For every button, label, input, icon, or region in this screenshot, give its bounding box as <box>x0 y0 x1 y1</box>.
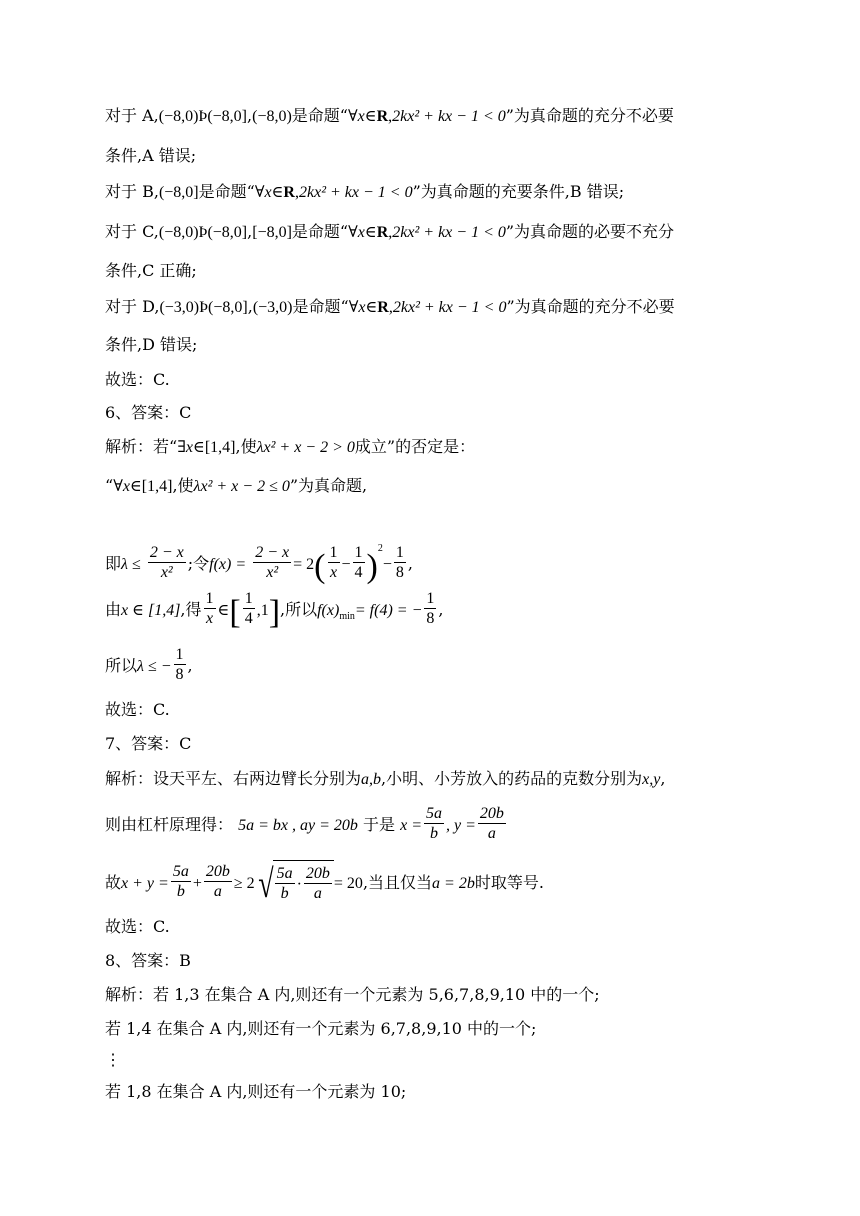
item-b-line: 对于 B,(−8,0]是命题“∀x∈R,2kx² + kx − 1 < 0”为真命题的充要条件,B 错误; <box>105 182 625 201</box>
item-a-inequality: 2kx² + kx − 1 < 0 <box>392 108 506 125</box>
q6-step2: 由x ∈ [1,4],得 $\frac{1}{x}$ ∈[ $\frac{1}{4}$ ,1],所以$f(x)_{min}= f(4)$ = − $\frac{1}{8}$ , <box>105 590 444 631</box>
q6-step1: 即λ ≤ $\frac{2 - x}{\text{x²}}$ ;令f(x) = $\frac{2 - x}{\text{x²}}$ = 2( $\frac{1}{x}$ − $\frac{1}{4}$ )$^2$− $\frac{1}{8}$ , <box>105 543 413 585</box>
item-a-prop-post: ”为真命题的充分不必要 <box>505 106 674 125</box>
q6-step3: 所以λ ≤ − $\frac{1}{8}$ , <box>105 646 193 683</box>
item-a-prop-pre: 是命题“ <box>291 106 348 125</box>
q7-lever: 则由杠杆原理得： 5a = bx , ay = 20b 于是 x = $\frac{5a}{b}$ , y = $\frac{20b}{a}$ <box>105 805 504 842</box>
item-a-line: 对于 A,(−8,0)Þ(−8,0],(−8,0)是命题“∀x∈R,2kx² + kx − 1 < 0”为真命题的充分不必要 <box>105 106 674 125</box>
item-c-line: 对于 C,(−8,0)Þ(−8,0],[−8,0]是命题“∀x∈R,2kx² + kx − 1 < 0”为真命题的必要不充分 <box>105 222 675 241</box>
q8-line1: 解析：若 1,3 在集合 A 内,则还有一个元素为 5,6,7,8,9,10 中的一个; <box>105 985 600 1004</box>
q6-negation: “∀x∈[1,4],使λx² + x − 2 ≤ 0”为真命题, <box>105 476 368 495</box>
item-a-set-closed: (−8,0] <box>207 108 248 125</box>
item-a-cont: 条件,A 错误; <box>105 146 197 165</box>
q6-choice: 故选：C. <box>105 700 170 719</box>
item-a-set-open-2: (−8,0) <box>252 108 292 125</box>
q7-answer: 7、答案：C <box>105 734 192 753</box>
item-a-set-open: (−8,0) <box>158 108 199 125</box>
q8-line2: 若 1,4 在集合 A 内,则还有一个元素为 6,7,8,9,10 中的一个; <box>105 1019 537 1038</box>
item-a-relation: Þ <box>198 108 208 125</box>
item-a-prefix: 对于 A, <box>105 106 159 125</box>
q8-vdots: ⋮ <box>105 1050 121 1069</box>
q7-sum: 故x + y = $\frac{5a}{b}$ + $\frac{20b}{a}$ ≥ 2√ $\frac{5a}{b}$ · $\frac{20b}{a}$ = 20,当且仅当a = 2b时取等号. <box>105 860 544 906</box>
q8-answer: 8、答案：B <box>105 951 191 970</box>
item-b-set: (−8,0] <box>158 184 199 201</box>
item-c-cont: 条件,C 正确; <box>105 261 197 280</box>
item-d-line: 对于 D,(−3,0)Þ(−8,0],(−3,0)是命题“∀x∈R,2kx² + kx − 1 < 0”为真命题的充分不必要 <box>105 297 675 316</box>
choice-5: 故选：C. <box>105 370 170 389</box>
q8-line3: 若 1,8 在集合 A 内,则还有一个元素为 10; <box>105 1082 407 1101</box>
q7-analysis: 解析：设天平左、右两边臂长分别为a,b,小明、小芳放入的药品的克数分别为x,y, <box>105 769 666 788</box>
q6-analysis: 解析：若“∃x∈[1,4],使λx² + x − 2 > 0成立”的否定是： <box>105 437 476 456</box>
q7-choice: 故选：C. <box>105 917 170 936</box>
q6-answer: 6、答案：C <box>105 403 192 422</box>
item-d-cont: 条件,D 错误; <box>105 335 198 354</box>
